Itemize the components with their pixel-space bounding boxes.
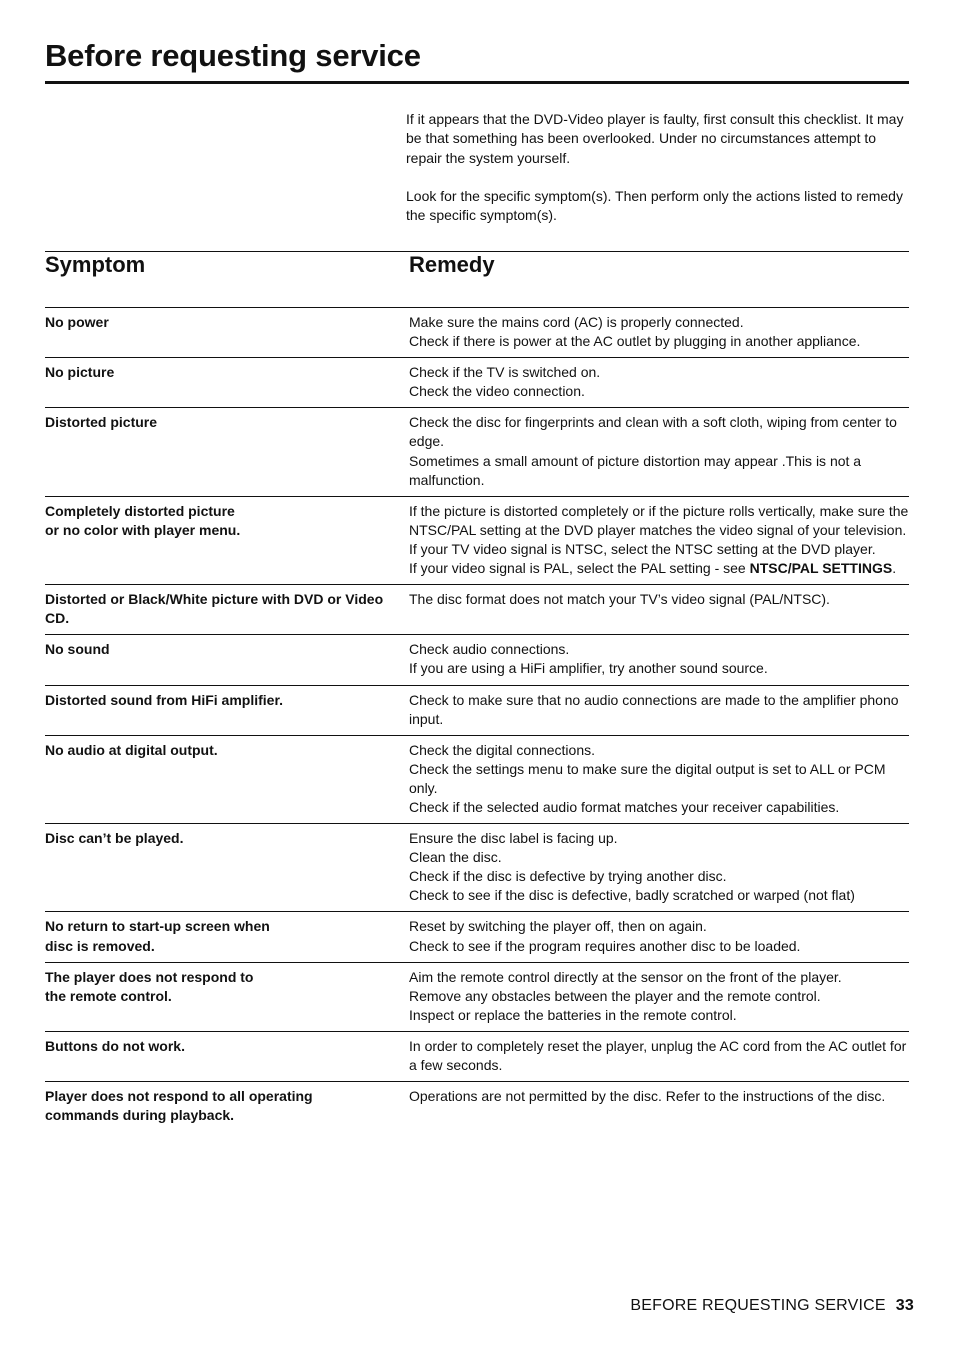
remedy-text [409, 937, 909, 956]
remedy-cell [409, 917, 909, 955]
table-row [45, 1031, 909, 1081]
remedy-cell [409, 741, 909, 817]
remedy-text [409, 332, 909, 351]
remedy-line: The disc format does not match your TV’s video signal (PAL/NTSC). [409, 591, 830, 608]
remedy-line: Check if the TV is switched on. [409, 364, 601, 381]
remedy-cell [409, 640, 909, 678]
remedy-line: If your video signal is PAL, select the PAL setting - see [409, 560, 750, 577]
table-row [45, 823, 909, 911]
intro-paragraph-1: If it appears that the DVD-Video player is faulty, first consult this checklist. It may be that something has been overlooked. Under no circumstances attempt to repair the system yourself. [406, 111, 904, 166]
remedy-cell [409, 691, 909, 729]
remedy-reference: NTSC/PAL SETTINGS [749, 560, 893, 577]
remedy-text [409, 987, 909, 1006]
symptom-text: Distorted sound from HiFi amplifier. [45, 691, 284, 708]
symptom-cell [45, 502, 409, 578]
symptom-text: Disc can’t be played. [45, 830, 184, 847]
remedy-text [409, 1006, 909, 1025]
remedy-cell [409, 313, 909, 351]
remedy-text [409, 590, 909, 609]
symptom-text: Player does not respond to all operating commands during playback. [45, 1088, 313, 1124]
remedy-line: Check to see if the program requires another disc to be loaded. [409, 937, 801, 954]
table-row [45, 735, 909, 823]
remedy-text [409, 968, 909, 987]
page-footer [630, 1297, 914, 1315]
remedy-column-header: Remedy [409, 252, 495, 277]
remedy-text [409, 886, 909, 905]
remedy-text [409, 313, 909, 332]
remedy-text [409, 798, 909, 817]
symptom-cell [45, 691, 409, 729]
remedy-text [409, 640, 909, 659]
intro-paragraph-2: Look for the specific symptom(s). Then perform only the actions listed to remedy the specific symptom(s). [406, 187, 903, 224]
symptom-text: No sound [45, 641, 110, 658]
remedy-line: Aim the remote control directly at the sensor on the front of the player. [409, 968, 842, 985]
table-row [45, 911, 909, 961]
remedy-line: Reset by switching the player off, then on again. [409, 918, 707, 935]
symptom-text: the remote control. [45, 987, 172, 1004]
remedy-text [409, 691, 909, 729]
remedy-line: If your TV video signal is NTSC, select the NTSC setting at the DVD player. [409, 540, 876, 557]
intro-text [406, 110, 906, 244]
symptom-cell [45, 917, 409, 955]
remedy-cell [409, 413, 909, 489]
remedy-cell [409, 1037, 909, 1075]
table-row [45, 685, 909, 735]
troubleshooting-table [45, 307, 909, 1131]
remedy-text [409, 741, 909, 760]
remedy-line: Check the digital connections. [409, 741, 595, 758]
remedy-line: Check to make sure that no audio connections are made to the amplifier phono input. [409, 691, 899, 727]
remedy-cell [409, 590, 909, 628]
table-row [45, 634, 909, 684]
remedy-text [409, 1087, 909, 1106]
page-number: 33 [895, 1297, 914, 1314]
symptom-cell [45, 1037, 409, 1075]
table-row [45, 407, 909, 495]
remedy-line: Clean the disc. [409, 849, 502, 866]
symptom-cell [45, 829, 409, 905]
symptom-text: Distorted or Black/White picture with DVD or Video CD. [45, 591, 384, 627]
table-row [45, 357, 909, 407]
remedy-line: In order to completely reset the player, unplug the AC cord from the AC outlet for a few seconds. [409, 1037, 907, 1073]
remedy-line: Check if there is power at the AC outlet by plugging in another appliance. [409, 333, 861, 350]
footer-section-title: BEFORE REQUESTING SERVICE [630, 1297, 886, 1314]
remedy-text [409, 917, 909, 936]
symptom-cell [45, 640, 409, 678]
remedy-text [409, 540, 909, 559]
symptom-cell [45, 1087, 409, 1125]
table-row [45, 307, 909, 357]
symptom-cell [45, 313, 409, 351]
symptom-cell [45, 741, 409, 817]
remedy-text [409, 452, 909, 490]
symptom-text: No picture [45, 364, 115, 381]
remedy-text [409, 502, 909, 540]
remedy-line: Ensure the disc label is facing up. [409, 830, 618, 847]
remedy-text [409, 848, 909, 867]
symptom-text: No audio at digital output. [45, 741, 218, 758]
symptom-text: disc is removed. [45, 937, 155, 954]
remedy-cell [409, 502, 909, 578]
symptom-cell [45, 363, 409, 401]
symptom-cell [45, 968, 409, 1025]
page-title: Before requesting service [45, 38, 421, 73]
remedy-cell [409, 968, 909, 1025]
remedy-tail: . [892, 560, 897, 577]
remedy-text [409, 559, 909, 578]
remedy-text [409, 867, 909, 886]
remedy-line: Operations are not permitted by the disc. Refer to the instructions of the disc. [409, 1088, 886, 1105]
remedy-text [409, 363, 909, 382]
table-row [45, 962, 909, 1031]
remedy-line: Check if the selected audio format matches your receiver capabilities. [409, 798, 840, 815]
remedy-text [409, 760, 909, 798]
symptom-text: The player does not respond to [45, 968, 254, 985]
remedy-line: Check if the disc is defective by trying another disc. [409, 868, 727, 885]
remedy-cell [409, 363, 909, 401]
symptom-text: Completely distorted picture [45, 502, 235, 519]
symptom-text: Buttons do not work. [45, 1037, 185, 1054]
remedy-line: Check the disc for fingerprints and clean with a soft cloth, wiping from center to edge. [409, 414, 897, 450]
symptom-text: or no color with player menu. [45, 521, 241, 538]
remedy-line: Check the video connection. [409, 383, 585, 400]
remedy-line: Check to see if the disc is defective, badly scratched or warped (not flat) [409, 887, 855, 904]
symptom-cell [45, 413, 409, 489]
table-row [45, 584, 909, 634]
remedy-line: Sometimes a small amount of picture distortion may appear .This is not a malfunction. [409, 452, 862, 488]
remedy-line: Make sure the mains cord (AC) is properly connected. [409, 314, 744, 330]
remedy-text [409, 382, 909, 401]
symptom-cell [45, 590, 409, 628]
remedy-line: If you are using a HiFi amplifier, try another sound source. [409, 660, 768, 677]
remedy-text [409, 413, 909, 451]
symptom-text: No return to start-up screen when [45, 918, 270, 935]
remedy-line: Check the settings menu to make sure the digital output is set to ALL or PCM only. [409, 760, 886, 796]
remedy-line: If the picture is distorted completely or if the picture rolls vertically, make sure the NTSC/PAL setting at the DVD player matches the video signal of your television. [409, 502, 909, 538]
title-rule [45, 81, 909, 84]
remedy-cell [409, 829, 909, 905]
table-row [45, 496, 909, 584]
symptom-column-header: Symptom [45, 252, 146, 277]
remedy-line: Inspect or replace the batteries in the remote control. [409, 1006, 737, 1023]
remedy-line: Check audio connections. [409, 641, 570, 658]
remedy-text [409, 1037, 909, 1075]
remedy-text [409, 829, 909, 848]
remedy-cell [409, 1087, 909, 1125]
symptom-text: No power [45, 314, 109, 330]
table-row [45, 1081, 909, 1131]
remedy-line: Remove any obstacles between the player and the remote control. [409, 987, 821, 1004]
symptom-text: Distorted picture [45, 414, 158, 431]
remedy-text [409, 659, 909, 678]
